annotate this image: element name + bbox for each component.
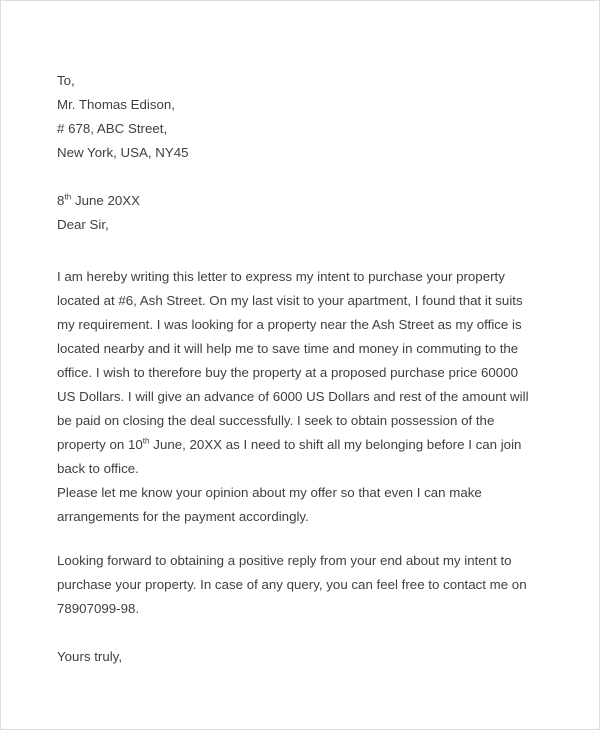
recipient-street: # 678, ABC Street, bbox=[57, 121, 168, 136]
greeting-line: Dear Sir, bbox=[57, 217, 109, 232]
recipient-address-block bbox=[57, 69, 535, 165]
spacer-before-closing bbox=[57, 621, 535, 645]
body-para1-day: 10 bbox=[127, 437, 143, 452]
body-para1-ordinal-suffix: th bbox=[142, 436, 150, 446]
recipient-city-state: New York, USA, NY45 bbox=[57, 145, 189, 160]
body-paragraph-2: Please let me know your opinion about my offer so that even I can make arrangements for the payment accordingly. bbox=[57, 485, 482, 524]
body-paragraph-1 bbox=[57, 265, 535, 481]
spacer-after-address bbox=[57, 165, 535, 189]
date-ordinal-suffix: th bbox=[64, 192, 72, 202]
address-to-label: To, bbox=[57, 73, 75, 88]
date-rest: June 20XX bbox=[71, 193, 141, 208]
body-para1-text-part1: I am hereby writing this letter to express my intent to purchase your property located at #6, Ash Street. On my last visit to your apartment, I found that it suits my requirement. I was looking for a property near the Ash Street as my office is located nearby and it will help me to save time and money in commuting to the office. I wish to therefore buy the property at a proposed purchase price 60000 US Dollars. I will give an advance of 6000 US Dollars and rest of the amount will be paid on closing the deal successfully. I seek to obtain possession of the property on bbox=[57, 269, 529, 452]
spacer-after-greeting bbox=[57, 237, 535, 265]
body-para1-text-part2: June, 20XX as I need to shift all my belonging before I can join back to office. bbox=[57, 437, 522, 476]
letter-date bbox=[57, 189, 535, 213]
recipient-name: Mr. Thomas Edison, bbox=[57, 97, 175, 112]
closing-salutation: Yours truly, bbox=[57, 649, 123, 664]
date-day: 8 bbox=[57, 193, 65, 208]
spacer-before-paragraph-3 bbox=[57, 529, 535, 549]
body-paragraph-3: Looking forward to obtaining a positive reply from your end about my intent to purchase your property. In case of any query, you can feel free to contact me on 78907099-98. bbox=[57, 553, 527, 616]
letter-content bbox=[57, 1, 535, 669]
